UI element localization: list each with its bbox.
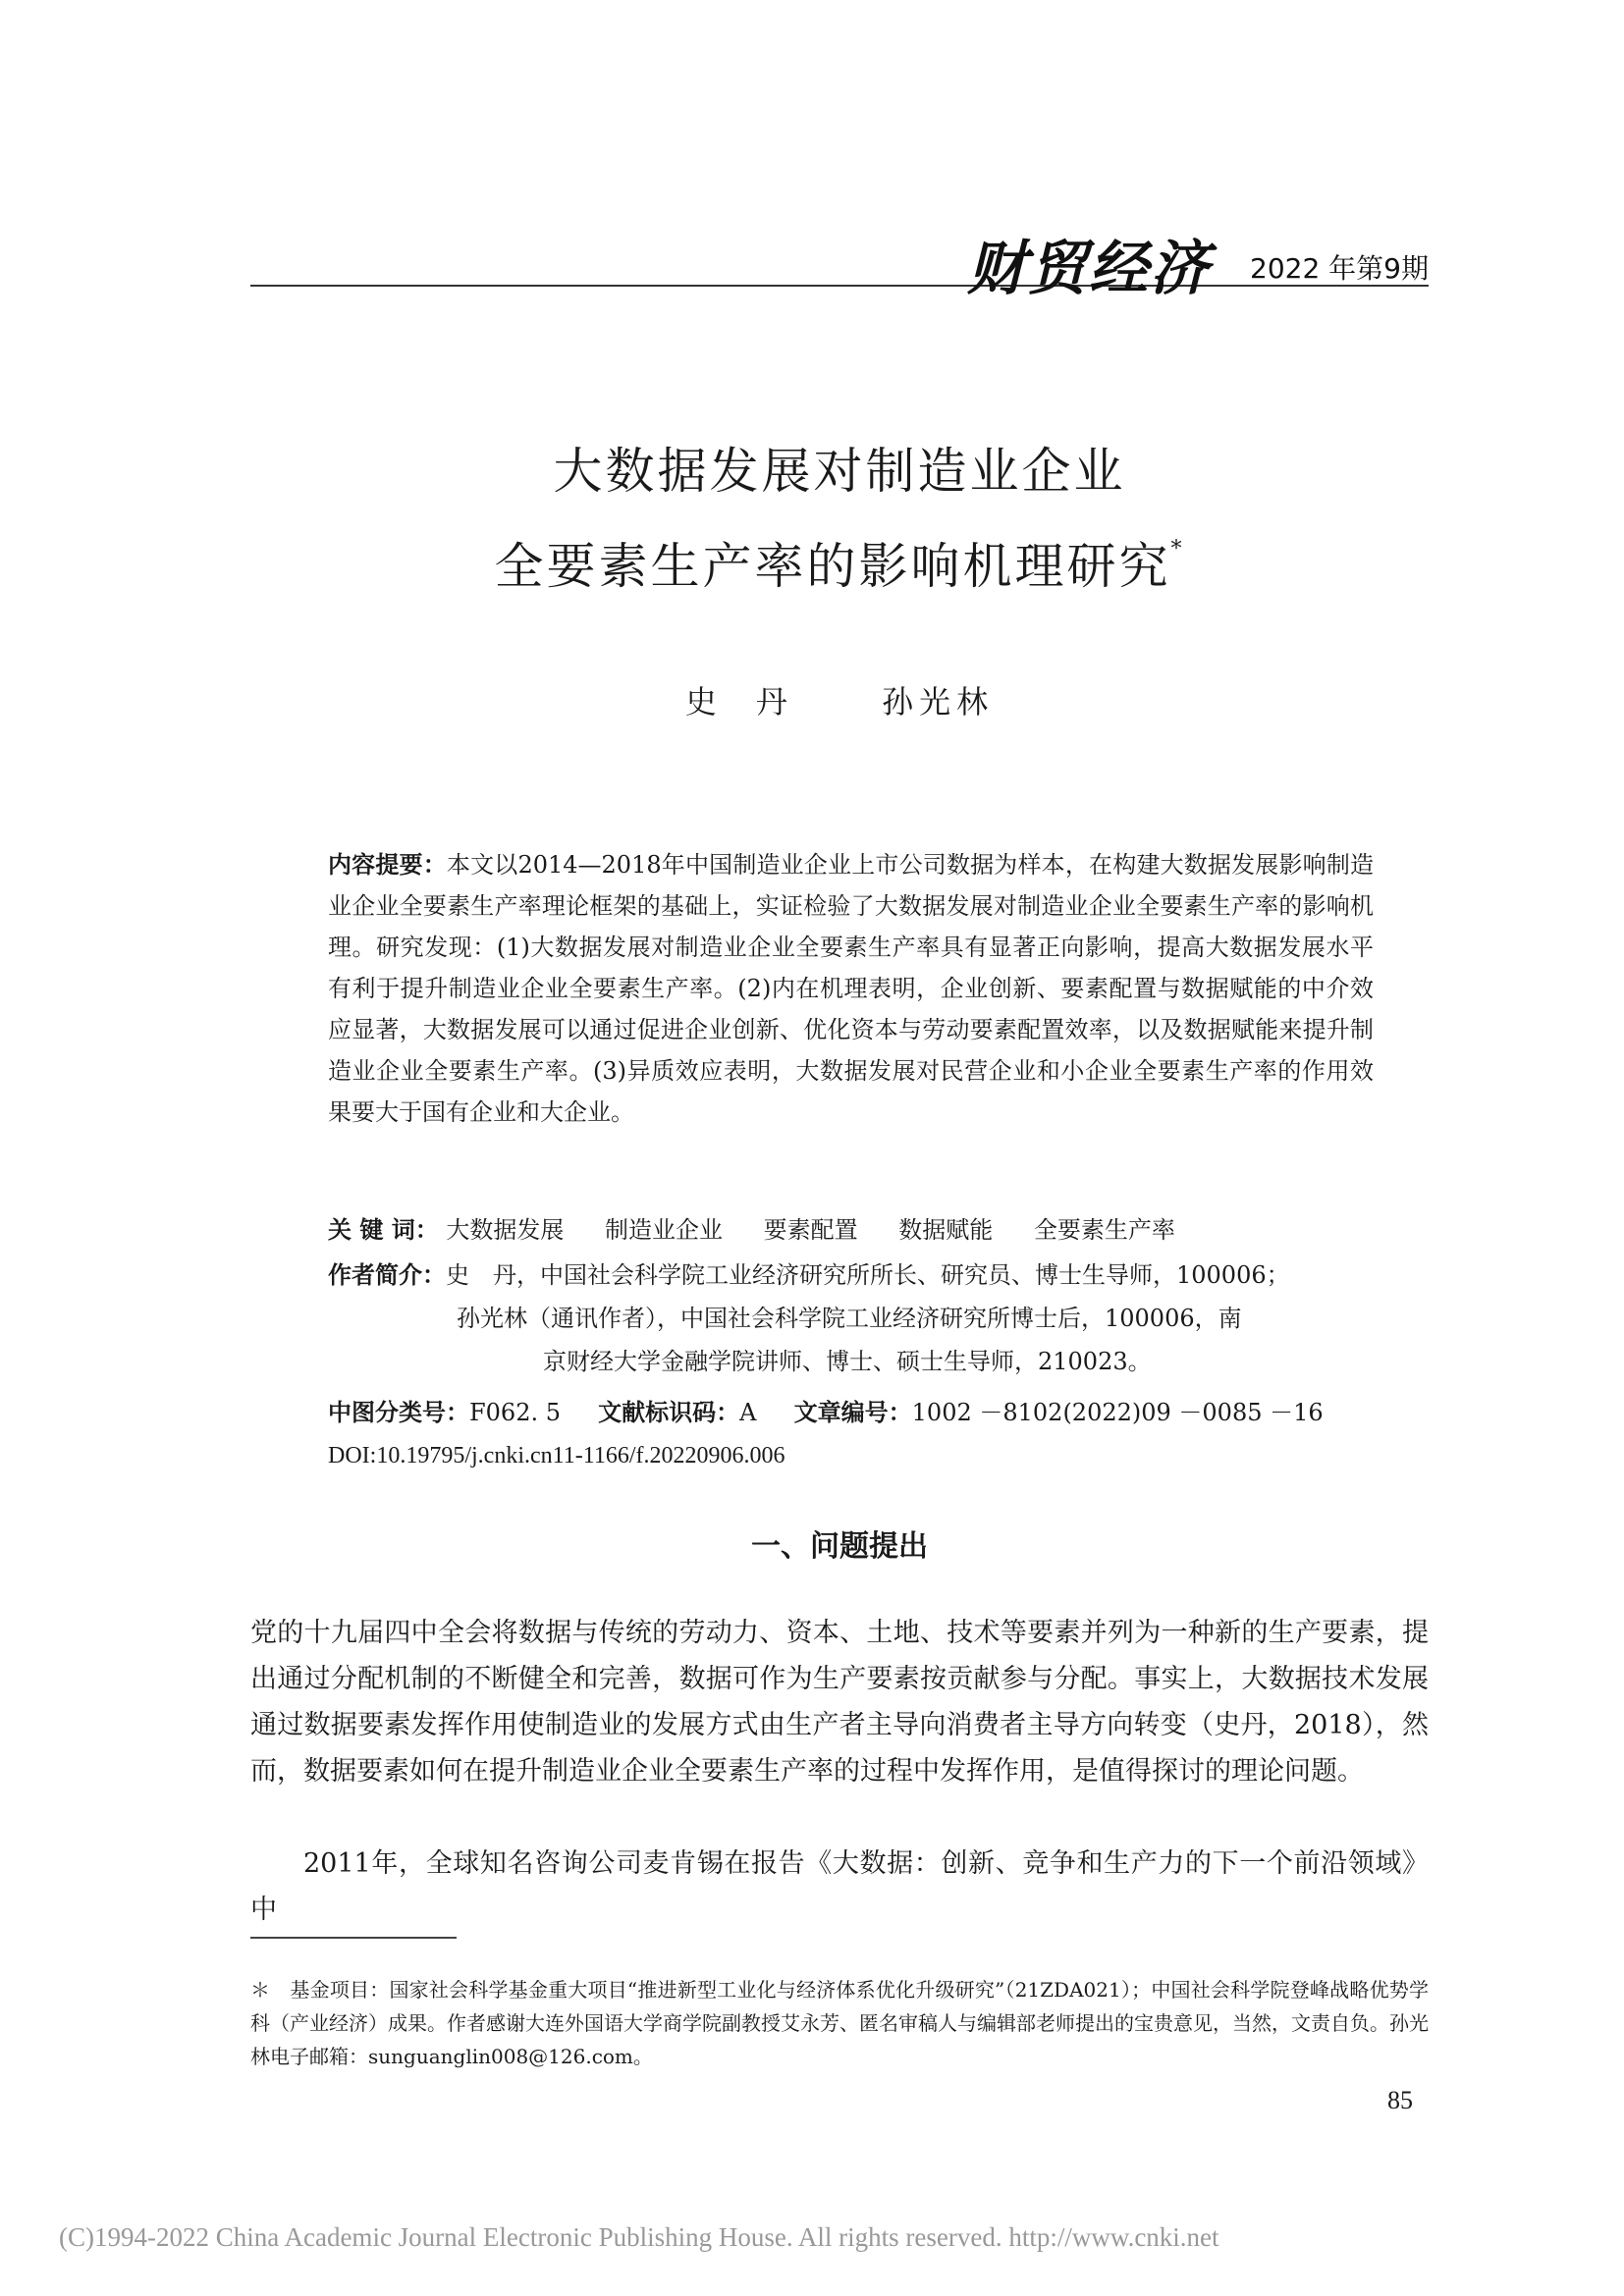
paper-title-line-1: 大数据发展对制造业企业 xyxy=(553,443,1126,500)
author-bio-line-2: 孙光林（通讯作者），中国社会科学院工业经济研究所博士后，100006，南 xyxy=(457,1305,1242,1332)
paper-title-line-2 xyxy=(250,510,1429,606)
keyword: 全要素生产率 xyxy=(1033,1216,1175,1244)
keywords xyxy=(328,1209,1374,1251)
paper-title-text: 全要素生产率的影响机理研究 xyxy=(494,538,1171,595)
bio-text-1: 史 丹，中国社会科学院工业经济研究所所长、研究员、博士生导师，100006； xyxy=(446,1261,1290,1289)
abstract xyxy=(328,844,1374,1133)
classification-line xyxy=(328,1392,1374,1433)
running-header xyxy=(250,218,1429,303)
author-bio-line-3: 京财经大学金融学院讲师、博士、硕士生导师，210023。 xyxy=(543,1348,1152,1375)
funding-mark: * xyxy=(1170,537,1185,561)
body-paragraph-2: 2011年，全球知名咨询公司麦肯锡在报告《大数据：创新、竞争和生产力的下一个前沿领域》中 xyxy=(250,1848,1429,1925)
keyword: 制造业企业 xyxy=(605,1216,723,1244)
doi[interactable]: DOI:10.19795/j.cnki.cn11-1166/f.20220906.006 xyxy=(328,1443,785,1468)
section-heading: 一、问题提出 xyxy=(751,1529,928,1564)
clc-label: 中图分类号： xyxy=(328,1399,469,1426)
author-1: 史丹 xyxy=(684,683,827,721)
keyword: 要素配置 xyxy=(763,1216,858,1244)
footnote-divider xyxy=(250,1937,457,1939)
abstract-text: 本文以2014—2018年中国制造业企业上市公司数据为样本，在构建大数据发展影响制造业企业全要素生产率理论框架的基础上，实证检验了大数据发展对制造业企业全要素生产率的影响机理。研究发现：(1)大数据发展对制造业企业全要素生产率具有显著正向影响，提高大数据发展水平有利于提升制造业企业全要素生产率。(2)内在机理表明，企业创新、要素配置与数据赋能的中介效应显著，大数据发展可以通过促进企业创新、优化资本与劳动要素配置效率，以及数据赋能来提升制造业企业全要素生产率。(3)异质效应表明，大数据发展对民营企业和小企业全要素生产率的作用效果要大于国有企业和大企业。 xyxy=(328,851,1375,1126)
article-number-label: 文章编号： xyxy=(793,1399,912,1426)
body-paragraph-1: 党的十九届四中全会将数据与传统的劳动力、资本、土地、技术等要素并列为一种新的生产要素，提出通过分配机制的不断健全和完善，数据可作为生产要素按贡献参与分配。事实上，大数据技术发展通过数据要素发挥作用使制造业的发展方式由生产者主导向消费者主导方向转变（史丹，2018），然而，数据要素如何在提升制造业企业全要素生产率的过程中发挥作用，是值得探讨的理论问题。 xyxy=(250,1618,1429,1787)
abstract-label: 内容提要： xyxy=(328,851,447,879)
footnote: ＊ 基金项目：国家社会科学基金重大项目“推进新型工业化与经济体系优化升级研究”（21ZDA021）；中国社会科学院登峰战略优势学科（产业经济）成果。作者感谢大连外国语大学商学院副教授艾永芳、匿名审稿人与编辑部老师提出的宝贵意见，当然，文责自负。孙光林电子邮箱：sunguanglin008@126.com。 xyxy=(250,1978,1429,2068)
author-list xyxy=(250,677,1429,722)
clc-value: F062. 5 xyxy=(469,1399,561,1426)
journal-logo: 财贸经济 xyxy=(967,235,1211,303)
doc-code-label: 文献标识码： xyxy=(598,1399,740,1426)
keyword: 大数据发展 xyxy=(446,1216,565,1244)
issue-number: 2022 年第9期 xyxy=(1250,252,1429,285)
keyword: 数据赋能 xyxy=(898,1216,994,1244)
author-2: 孙光林 xyxy=(882,683,995,721)
doc-code-value: A xyxy=(739,1399,757,1426)
bio-label: 作者简介： xyxy=(328,1261,446,1289)
page-number: 85 xyxy=(1387,2086,1413,2114)
copyright-notice: (C)1994-2022 China Academic Journal Electronic Publishing House. All rights reserved. http://www.cnki.net xyxy=(59,2222,1219,2252)
article-number-value: 1002 －8102(2022)09 －0085 －16 xyxy=(911,1399,1324,1426)
author-bio-line-1 xyxy=(328,1255,1374,1296)
keywords-label: 关 键 词： xyxy=(328,1216,439,1244)
